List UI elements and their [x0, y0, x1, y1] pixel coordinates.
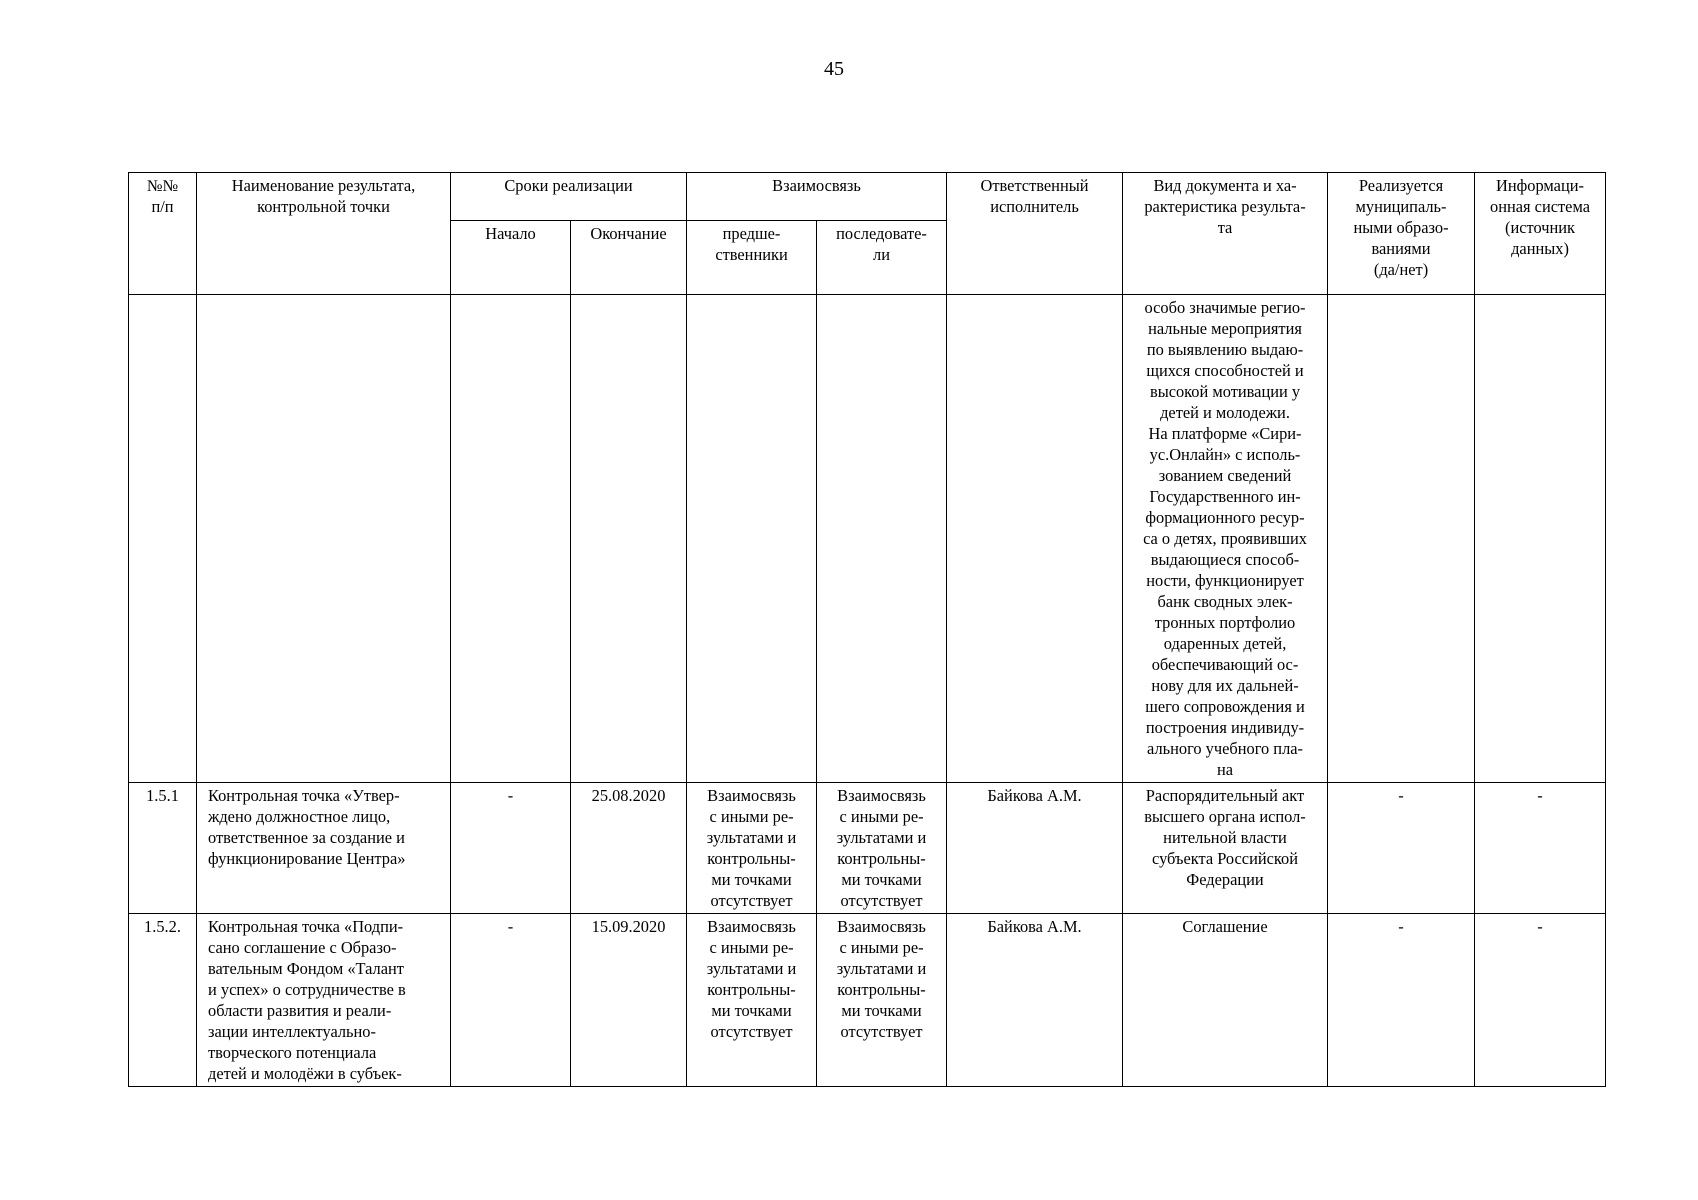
header-row-1 [129, 173, 1606, 221]
col-header-num: №№ п/п [129, 173, 197, 295]
col-header-start: Начало [451, 221, 571, 295]
cell-responsible: Байкова А.М. [947, 914, 1123, 1087]
cell-info: - [1475, 783, 1606, 914]
page-number: 45 [824, 58, 844, 80]
cell-doc: Соглашение [1123, 914, 1328, 1087]
cell-name: Контрольная точка «Утвер- ждено должностное лицо, ответственное за создание и функционирование Центра» [197, 783, 451, 914]
cell-predecessors [687, 295, 817, 783]
cell-start: - [451, 783, 571, 914]
col-header-end: Окончание [571, 221, 687, 295]
cell-successors: Взаимосвязь с иными ре- зультатами и контрольны- ми точками отсутствует [817, 783, 947, 914]
implementation-plan-table [128, 172, 1606, 1087]
col-header-name: Наименование результата, контрольной точки [197, 173, 451, 295]
cell-end: 15.09.2020 [571, 914, 687, 1087]
cell-start [451, 295, 571, 783]
cell-responsible: Байкова А.М. [947, 783, 1123, 914]
col-header-terms: Сроки реализации [451, 173, 687, 221]
col-header-relation: Взаимосвязь [687, 173, 947, 221]
table-row [129, 914, 1606, 1087]
cell-responsible [947, 295, 1123, 783]
cell-end [571, 295, 687, 783]
cell-num: 1.5.1 [129, 783, 197, 914]
cell-municipal [1328, 295, 1475, 783]
cell-name [197, 295, 451, 783]
col-header-predecessors: предше- ственники [687, 221, 817, 295]
cell-successors [817, 295, 947, 783]
cell-predecessors: Взаимосвязь с иными ре- зультатами и контрольны- ми точками отсутствует [687, 783, 817, 914]
table-row [129, 783, 1606, 914]
col-header-responsible: Ответственный исполнитель [947, 173, 1123, 295]
cell-successors: Взаимосвязь с иными ре- зультатами и контрольны- ми точками отсутствует [817, 914, 947, 1087]
col-header-successors: последовате- ли [817, 221, 947, 295]
col-header-municipal: Реализуется муниципаль- ными образо- ваниями (да/нет) [1328, 173, 1475, 295]
cell-info: - [1475, 914, 1606, 1087]
cell-municipal: - [1328, 783, 1475, 914]
cell-start: - [451, 914, 571, 1087]
col-header-doc-type: Вид документа и ха- рактеристика результа- та [1123, 173, 1328, 295]
cell-num: 1.5.2. [129, 914, 197, 1087]
col-header-info-system: Информаци- онная система (источник данных) [1475, 173, 1606, 295]
cell-end: 25.08.2020 [571, 783, 687, 914]
cell-info [1475, 295, 1606, 783]
table-row [129, 295, 1606, 783]
cell-predecessors: Взаимосвязь с иными ре- зультатами и контрольны- ми точками отсутствует [687, 914, 817, 1087]
cell-name: Контрольная точка «Подпи- сано соглашение с Образо- вательным Фондом «Талант и успех» о сотрудничестве в области развития и реали- зации интеллектуально- творческого потенциала детей и молодёжи в субъек- [197, 914, 451, 1087]
cell-doc: особо значимые регио- нальные мероприятия по выявлению выдаю- щихся способностей и высокой мотивации у детей и молодежи. На платформе «Сири- ус.Онлайн» с исполь- зованием сведений Государственного ин- формационного ресур- са о детях, проявивших выдающиеся способ- ности, функционирует банк сводных элек- тронных портфолио одаренных детей, обеспечивающий ос- нову для их дальней- шего сопровождения и построения индивиду- ального учебного пла- на [1123, 295, 1328, 783]
cell-municipal: - [1328, 914, 1475, 1087]
cell-doc: Распорядительный акт высшего органа испол- нительной власти субъекта Российской Федерации [1123, 783, 1328, 914]
cell-num [129, 295, 197, 783]
